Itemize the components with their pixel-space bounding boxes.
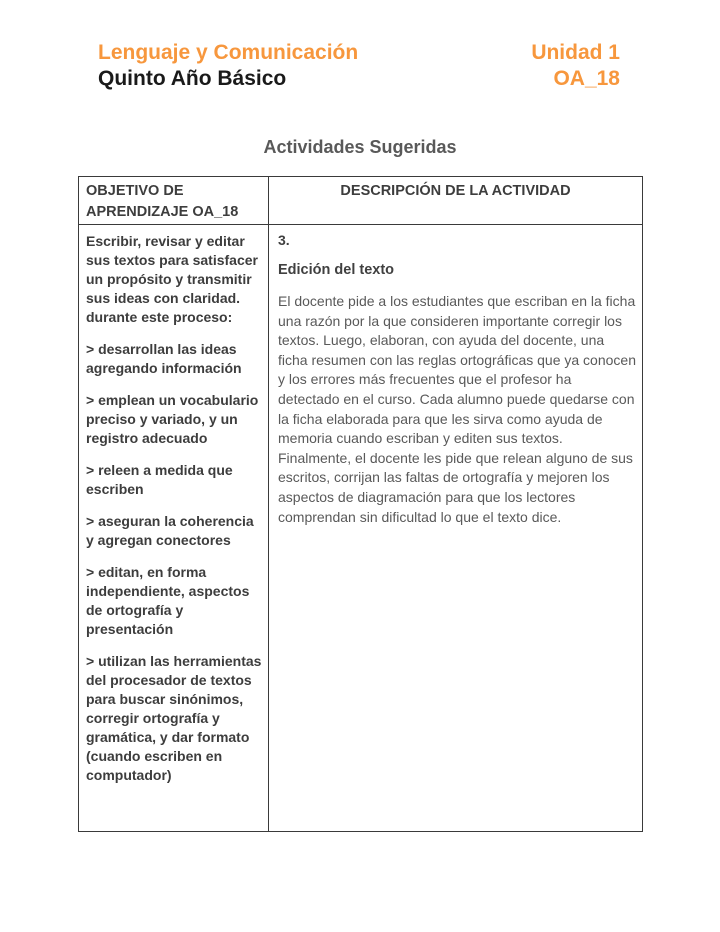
description-cell — [269, 225, 643, 832]
activity-number: 3. — [278, 232, 290, 248]
objective-bullet-2: > emplean un vocabulario preciso y variado, y un registro adecuado — [86, 392, 259, 446]
table-header-row — [79, 177, 643, 225]
activity-description: El docente pide a los estudiantes que escriban en la ficha una razón por la que consideren importante corregir los textos. Luego, elaboran, con ayuda del docente, una ficha resumen con las reglas ortográficas que ya conocen y los errores más frecuentes que el profesor ha detectado en el curso. Cada alumno puede quedarse con la ficha elaborada para que les sirva como ayuda de memoria cuando escriban y editen sus textos. Finalmente, el docente les pide que relean alguno de sus escritos, corrijan las faltas de ortografía y mejoren los aspectos de diagramación para que los lectores comprendan sin dificultad lo que el texto dice. — [278, 293, 636, 525]
table-body-row — [79, 225, 643, 832]
objective-cell — [79, 225, 269, 832]
objective-bullet-5: > editan, en forma independiente, aspectos de ortografía y presentación — [86, 564, 250, 637]
description-column-header: DESCRIPCIÓN DE LA ACTIVIDAD — [269, 177, 643, 225]
objective-intro: Escribir, revisar y editar sus textos para satisfacer un propósito y transmitir sus ideas con claridad. durante este proceso: — [86, 233, 258, 325]
unit-label: Unidad 1 — [531, 41, 620, 64]
oa-code-label: OA_18 — [553, 67, 620, 90]
objective-bullet-1: > desarrollan las ideas agregando información — [86, 341, 242, 376]
objective-bullet-4: > aseguran la coherencia y agregan conectores — [86, 513, 254, 548]
objective-bullet-6: > utilizan las herramientas del procesador de textos para buscar sinónimos, corregir ortografía y gramática, y dar formato (cuando escriben en computador) — [86, 653, 262, 783]
header-right-block — [531, 40, 620, 92]
subject-title: Lenguaje y Comunicación — [98, 41, 359, 64]
page-title: Actividades Sugeridas — [263, 137, 457, 157]
activity-subtitle: Edición del texto — [278, 262, 395, 278]
header-left-block — [98, 40, 358, 92]
objective-column-header: OBJETIVO DE APRENDIZAJE OA_18 — [79, 177, 269, 225]
grade-subtitle: Quinto Año Básico — [98, 67, 287, 90]
activities-table — [78, 176, 643, 832]
objective-bullet-3: > releen a medida que escriben — [86, 462, 233, 497]
document-header — [98, 40, 620, 92]
